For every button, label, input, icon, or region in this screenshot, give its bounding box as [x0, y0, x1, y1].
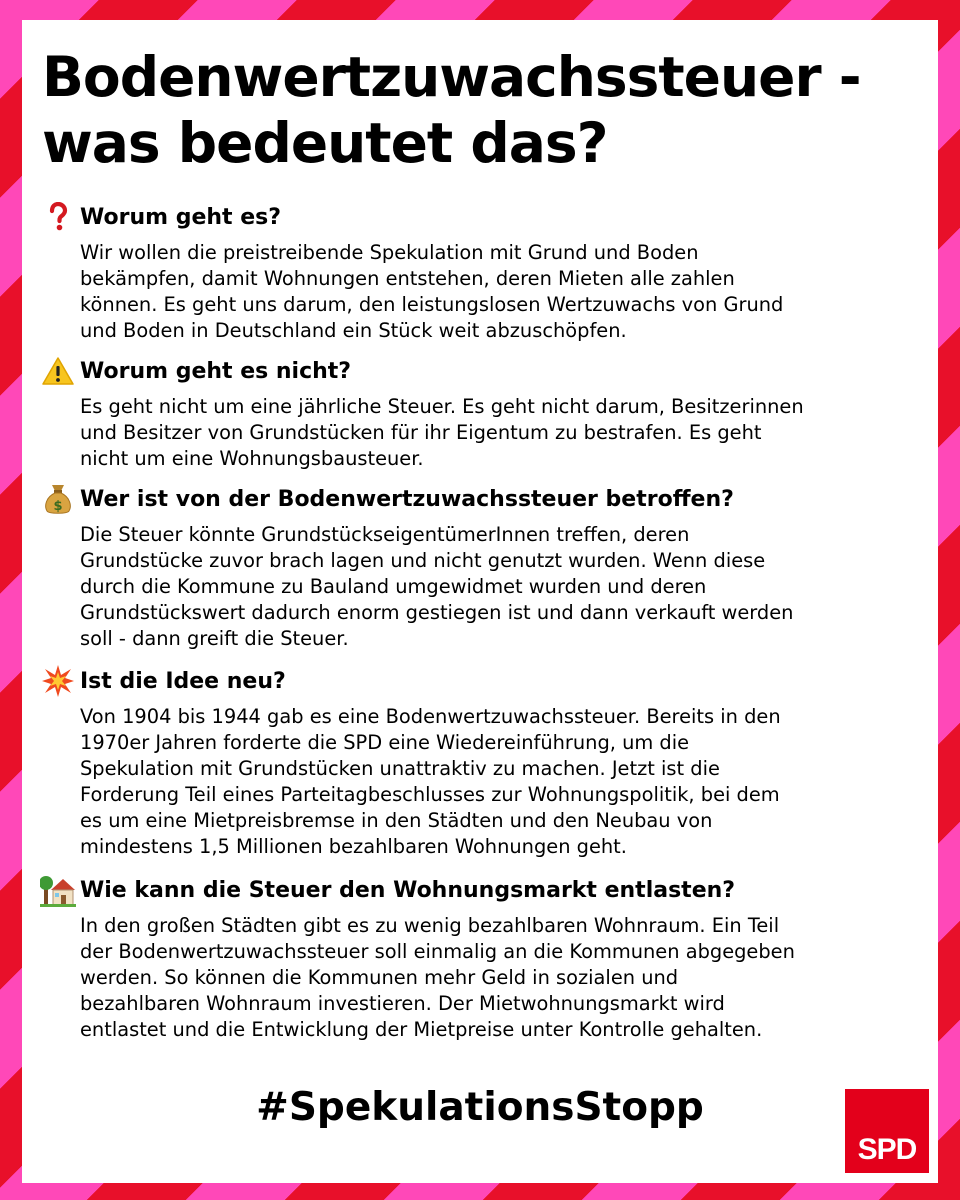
- section-heading: Wie kann die Steuer den Wohnungsmarkt entlasten?: [80, 877, 736, 903]
- section-body: Von 1904 bis 1944 gab es eine Bodenwertzuwachssteuer. Bereits in den 1970er Jahren forderte die SPD eine Wiedereinführung, um die Spekulation mit Grundstücken unattraktiv zu machen. Jetzt ist die Forderung Teil eines Parteitagbeschlusses zur Wohnungspolitik, bei dem es um eine Mietpreisbremse in den Städten und den Neubau von mindestens 1,5 Millionen bezahlbaren Wohnungen geht.: [80, 705, 781, 858]
- section-heading: Ist die Idee neu?: [80, 668, 286, 694]
- warning-icon: [40, 354, 76, 388]
- money-bag-icon: [40, 482, 76, 516]
- section-wer-ist-betroffen: [40, 482, 924, 652]
- collision-icon: [40, 664, 76, 698]
- section-body: Es geht nicht um eine jährliche Steuer. Es geht nicht darum, Besitzerinnen und Besitzer von Grundstücken für ihr Eigentum zu bestrafen. Es geht nicht um eine Wohnungsbausteuer.: [80, 395, 804, 470]
- title-line-1: Bodenwertzuwachssteuer -: [42, 45, 861, 109]
- spd-logo-text: SPD: [857, 1133, 917, 1166]
- title-line-2: was bedeutet das?: [42, 111, 608, 175]
- section-wohnungsmarkt-entlasten: [40, 873, 924, 1043]
- question-mark-icon: [40, 200, 76, 234]
- section-body: In den großen Städten gibt es zu wenig bezahlbaren Wohnraum. Ein Teil der Bodenwertzuwachssteuer soll einmalig an die Kommunen abgegeben werden. So können die Kommunen mehr Geld in sozialen und bezahlbaren Wohnraum investieren. Der Mietwohnungsmarkt wird entlastet und die Entwicklung der Mietpreise unter Kontrolle gehalten.: [80, 914, 795, 1041]
- section-body: Wir wollen die preistreibende Spekulation mit Grund und Boden bekämpfen, damit Wohnungen entstehen, deren Mieten alle zahlen können. Es geht uns darum, den leistungslosen Wertzuwachs von Grund und Boden in Deutschland ein Stück weit abzuschöpfen.: [80, 241, 784, 342]
- section-heading: Worum geht es nicht?: [80, 358, 352, 384]
- section-ist-die-idee-neu: [40, 664, 924, 860]
- svg-text:$: $: [53, 499, 63, 514]
- section-heading: Worum geht es?: [80, 204, 281, 230]
- page-title: [42, 44, 861, 176]
- content-card: [22, 20, 938, 1183]
- house-with-garden-icon: [40, 873, 76, 907]
- section-worum-geht-es: [40, 200, 924, 344]
- hashtag: #SpekulationsStopp: [256, 1085, 704, 1130]
- section-body: Die Steuer könnte GrundstückseigentümerInnen treffen, deren Grundstücke zuvor brach lagen und nicht genutzt wurden. Wenn diese durch die Kommune zu Bauland umgewidmet wurden und deren Grundstückswert dadurch enorm gestiegen ist und dann verkauft werden soll - dann greift die Steuer.: [80, 523, 794, 650]
- section-heading: Wer ist von der Bodenwertzuwachssteuer betroffen?: [80, 486, 734, 512]
- section-worum-geht-es-nicht: [40, 354, 924, 472]
- spd-logo: [845, 1089, 929, 1173]
